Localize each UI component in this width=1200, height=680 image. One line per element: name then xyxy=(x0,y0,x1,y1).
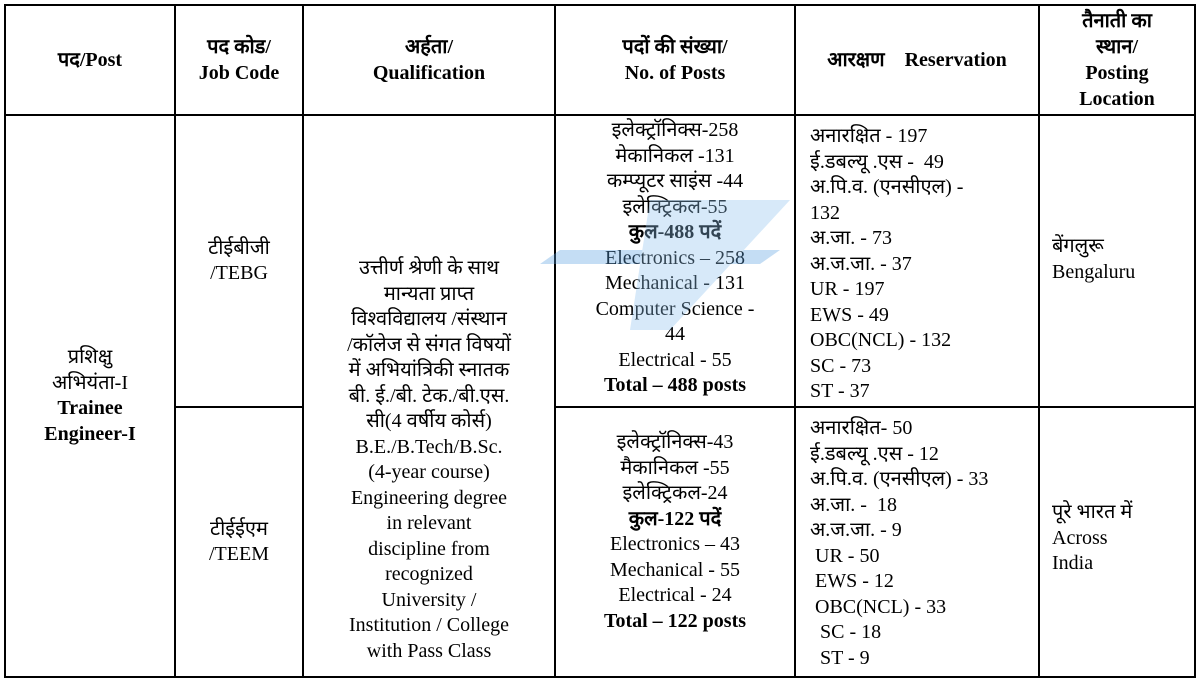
posts-line: Electrical - 24 xyxy=(618,584,732,606)
posts-line: मैकानिकल -55 xyxy=(620,456,730,479)
post-cell: प्रशिक्षु अभियंता-I Trainee Engineer-I xyxy=(5,115,175,677)
posts-line: Mechanical - 131 xyxy=(605,272,745,294)
qualification-line: discipline from xyxy=(368,537,490,560)
qualification-line: बी. ई./बी. टेक./बी.एस. xyxy=(348,384,510,407)
qualification-line: में अभियांत्रिकी स्नातक xyxy=(348,359,510,381)
header-reservation: आरक्षण Reservation xyxy=(795,5,1039,115)
header-number-of-posts: पदों की संख्या/ No. of Posts xyxy=(555,5,795,115)
header-qualification: अर्हता/ Qualification xyxy=(303,5,555,115)
reservation-line: OBC(NCL) - 132 xyxy=(810,329,952,351)
job-code-cell: टीईईएम /TEEM xyxy=(175,407,303,677)
job-code-cell: टीईबीजी /TEBG xyxy=(175,115,303,407)
reservation-line: SC - 73 xyxy=(810,354,872,377)
reservation-line: OBC(NCL) - 33 xyxy=(810,595,947,618)
posts-line: मेकानिकल -131 xyxy=(615,144,735,167)
reservation-line: UR - 197 xyxy=(810,278,885,300)
reservation-line: EWS - 12 xyxy=(810,570,894,592)
location-cell: पूरे भारत में Across India xyxy=(1039,407,1195,677)
reservation-line: ST - 37 xyxy=(810,380,870,402)
reservation-line: UR - 50 xyxy=(810,544,880,567)
qualification-line: University / xyxy=(381,588,477,611)
posts-total-line: Total – 122 posts xyxy=(603,609,747,632)
posts-line: 44 xyxy=(665,323,685,345)
reservation-line: अ.जा. - 18 xyxy=(810,493,897,516)
reservation-line: SC - 18 xyxy=(810,621,882,643)
posts-total-line: कुल-122 पदें xyxy=(628,507,722,530)
posts-line: इलेक्ट्रॉनिक्स-43 xyxy=(616,431,734,453)
posts-line: Computer Science - xyxy=(595,297,755,320)
qualification-line: Institution / College xyxy=(349,614,509,636)
location-cell: बेंगलुरू Bengaluru xyxy=(1039,115,1195,407)
qualification-line: विश्वविद्यालय /संस्थान xyxy=(351,308,507,330)
reservation-cell xyxy=(795,115,1039,407)
qualification-line: recognized xyxy=(385,563,473,585)
qualification-line: B.E./B.Tech/B.Sc. xyxy=(355,435,503,458)
qualification-line: (4-year course) xyxy=(368,461,490,483)
qualification-line: with Pass Class xyxy=(366,639,492,662)
table-row-tebg xyxy=(5,115,1195,407)
posts-line: कम्प्यूटर साइंस -44 xyxy=(606,170,744,192)
reservation-line: ई.डबल्यू .एस - 49 xyxy=(810,150,944,173)
table-row-teem xyxy=(5,407,1195,677)
reservation-line: अ.ज.जा. - 9 xyxy=(810,519,902,541)
posts-line: इलेक्ट्रिकल-24 xyxy=(622,482,728,504)
reservation-line: अ.जा. - 73 xyxy=(810,227,892,249)
qualification-line: in relevant xyxy=(386,512,472,534)
vacancy-table xyxy=(4,4,1196,678)
reservation-cell xyxy=(795,407,1039,677)
posts-line: इलेक्ट्रिकल-55 xyxy=(622,195,728,218)
header-row xyxy=(5,5,1195,115)
qualification-cell xyxy=(303,115,555,677)
posts-total-line: Total – 488 posts xyxy=(603,374,747,396)
reservation-line: अनारक्षित- 50 xyxy=(810,417,913,439)
reservation-line: ST - 9 xyxy=(810,646,870,669)
header-post: पद/Post xyxy=(5,5,175,115)
reservation-line: 132 xyxy=(810,201,840,224)
reservation-line: अ.पि.व. (एनसीएल) - 33 xyxy=(810,468,989,490)
posts-cell xyxy=(555,115,795,407)
posts-line: Electronics – 43 xyxy=(610,533,740,555)
posts-line: Electronics – 258 xyxy=(605,246,745,269)
reservation-line: अनारक्षित - 197 xyxy=(810,125,928,147)
reservation-line: ई.डबल्यू .एस - 12 xyxy=(810,442,939,465)
qualification-line: उत्तीर्ण श्रेणी के साथ xyxy=(358,257,500,279)
header-job-code: पद कोड/ Job Code xyxy=(175,5,303,115)
qualification-line: /कॉलेज से संगत विषयों xyxy=(347,333,511,356)
reservation-line: EWS - 49 xyxy=(810,303,889,326)
qualification-line: सी(4 वर्षीय कोर्स) xyxy=(366,410,492,432)
reservation-line: अ.पि.व. (एनसीएल) - xyxy=(810,176,964,198)
posts-line: इलेक्ट्रॉनिक्स-258 xyxy=(611,119,739,141)
posts-line: Mechanical - 55 xyxy=(610,558,740,581)
reservation-line: अ.ज.जा. - 37 xyxy=(810,252,912,275)
posts-line: Electrical - 55 xyxy=(618,348,732,371)
posts-cell xyxy=(555,407,795,677)
qualification-line: Engineering degree xyxy=(350,486,508,509)
qualification-line: मान्यता प्राप्त xyxy=(383,282,475,305)
posts-total-line: कुल-488 पदें xyxy=(628,221,722,243)
header-posting-location: तैनाती का स्थान/ Posting Location xyxy=(1039,5,1195,115)
